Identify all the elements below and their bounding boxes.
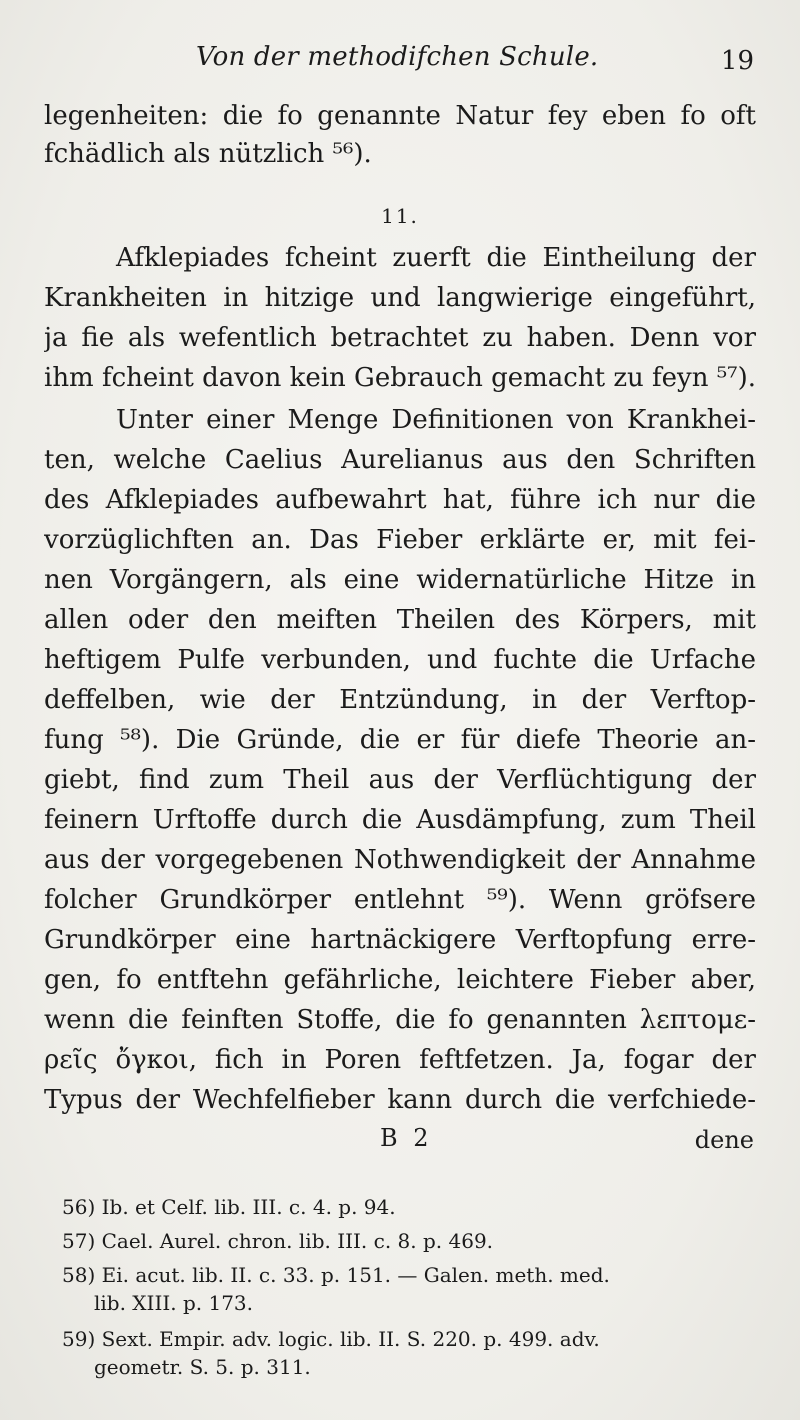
body-line: giebt, find zum Theil aus der Verflüchtigung der (44, 765, 756, 795)
body-line: gen, fo entftehn gefährliche, leichtere Fieber aber, (44, 965, 756, 995)
body-line: deffelben, wie der Entzündung, in der Verftop- (44, 685, 756, 715)
body-line: vorzüglichften an. Das Fieber erklärte er, mit fei- (44, 525, 756, 555)
footnote: 56) Ib. et Celf. lib. III. c. 4. p. 94. (62, 1195, 396, 1219)
body-line: Typus der Wechfelfieber kann durch die verfchiede- (44, 1085, 756, 1115)
running-title: Von der methodifchen Schule. (196, 42, 599, 72)
body-line: heftigem Pulfe verbunden, und fuchte die Urfache (44, 645, 756, 675)
signature-mark: B 2 (380, 1124, 433, 1152)
running-head (0, 38, 800, 78)
body-line: ja fie als wefentlich betrachtet zu haben. Denn vor (44, 323, 756, 353)
page-number: 19 (720, 46, 754, 76)
body-line: Grundkörper eine hartnäckigere Verftopfung erre- (44, 925, 756, 955)
body-line: Afklepiades fcheint zuerft die Eintheilung der (116, 243, 756, 273)
body-line: Krankheiten in hitzige und langwierige eingeführt, (44, 283, 756, 313)
body-line: ρεῖς ὄγκοι, fich in Poren feftfetzen. Ja, fogar der (44, 1045, 756, 1075)
body-line: des Afklepiades aufbewahrt hat, führe ich nur die (44, 485, 756, 515)
body-line: fung ⁵⁸). Die Gründe, die er für diefe Theorie an- (44, 725, 756, 755)
catchword: dene (694, 1126, 754, 1154)
body-line: wenn die feinften Stoffe, die fo genannten λεπτομε- (44, 1005, 756, 1035)
body-line: folcher Grundkörper entlehnt ⁵⁹). Wenn gröfsere (44, 885, 756, 915)
body-line: aus der vorgegebenen Nothwendigkeit der Annahme (44, 845, 756, 875)
body-line: legenheiten: die fo genannte Natur fey eben fo oft (44, 101, 756, 131)
body-line: ihm fcheint davon kein Gebrauch gemacht zu feyn ⁵⁷). (44, 363, 756, 393)
body-line: feinern Urftoffe durch die Ausdämpfung, zum Theil (44, 805, 756, 835)
body-line: ten, welche Caelius Aurelianus aus den Schriften (44, 445, 756, 475)
body-line: nen Vorgängern, als eine widernatürliche Hitze in (44, 565, 756, 595)
footnote: 58) Ei. acut. lib. II. c. 33. p. 151. — Galen. meth. med. (62, 1263, 610, 1287)
section-number: 11. (381, 204, 419, 228)
footnote-continuation: lib. XIII. p. 173. (94, 1291, 254, 1315)
body-line: allen oder den meiften Theilen des Körpers, mit (44, 605, 756, 635)
body-line: fchädlich als nützlich ⁵⁶). (44, 139, 372, 169)
footnote: 57) Cael. Aurel. chron. lib. III. c. 8. p. 469. (62, 1229, 494, 1253)
footnote: 59) Sext. Empir. adv. logic. lib. II. S. 220. p. 499. adv. (62, 1327, 600, 1351)
footnote-continuation: geometr. S. 5. p. 311. (94, 1355, 311, 1379)
body-line: Unter einer Menge Definitionen von Krankhei- (116, 405, 756, 435)
